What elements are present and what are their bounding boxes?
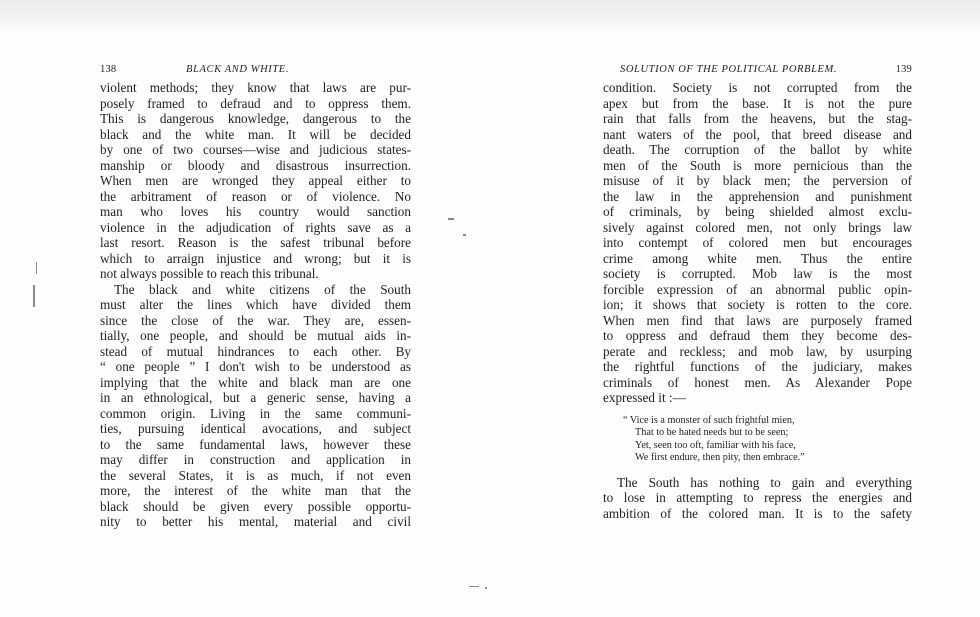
text-line: condition. Society is not corrupted from the — [603, 80, 912, 95]
scan-speck — [485, 587, 487, 589]
text-line: forcible expression of an abnormal public opin- — [603, 281, 912, 297]
text-line: black and the white man. It will be decided — [100, 126, 411, 142]
right-page-body — [603, 80, 912, 521]
text-line: The South has nothing to gain and everything — [617, 474, 912, 490]
quote-line: Yet, seen too oft, familiar with his face, — [635, 439, 796, 451]
text-line: criminals of honest men. As Alexander Pope — [603, 374, 912, 390]
text-line: last resort. Reason is the safest tribunal before — [100, 235, 411, 250]
text-line: rain that falls from the heavens, but the stag- — [603, 111, 912, 126]
quote-line: That to be hated needs but to be seen; — [635, 427, 789, 438]
text-line: perate and reckless; and mob law, by usurping — [603, 343, 912, 359]
text-line: the several States, it is as much, if not even — [100, 467, 411, 483]
text-line: sively against colored men, not only brings law — [603, 219, 912, 235]
text-line: common origin. Living in the same communi- — [100, 405, 411, 421]
text-line: man who loves his country would sanction — [100, 204, 411, 219]
text-line: tially, one people, and should be mutual aids in- — [100, 328, 411, 343]
text-line: This is dangerous knowledge, dangerous to the — [100, 111, 411, 126]
text-line: by one of two courses—wise and judicious states- — [100, 142, 411, 157]
scan-speck — [33, 285, 35, 307]
scan-top-band — [0, 0, 980, 30]
text-line: stead of mutual hindrances to each other. By — [100, 343, 411, 359]
text-line: misuse of it by black men; the perversion of — [603, 173, 912, 188]
text-line: men of the South is more pernicious than the — [603, 157, 912, 173]
text-line: more, the interest of the white man that the — [100, 483, 411, 498]
left-page-number: 138 — [100, 64, 117, 75]
text-line: nity to better his mental, material and civil — [100, 514, 411, 529]
text-line: in an ethnological, but a generic sense, having a — [100, 390, 411, 405]
text-line: The black and white citizens of the South — [114, 281, 411, 297]
text-line: of criminals, by being shielded almost exclu- — [603, 204, 912, 219]
text-line: which to arraign injustice and wrong; but it is — [100, 250, 411, 266]
text-line: may differ in construction and application in — [100, 452, 411, 467]
text-line: must alter the lines which have divided them — [100, 297, 411, 312]
text-line: apex but from the base. It is not the pure — [603, 95, 912, 111]
left-page-body — [100, 80, 411, 530]
text-line: since the close of the war. They are, essen- — [100, 312, 411, 328]
text-line: implying that the white and black man are one — [100, 374, 411, 390]
text-line: When men find that laws are purposely framed — [603, 312, 912, 328]
text-line: When men are wronged they appeal either to — [100, 173, 411, 188]
text-line: the law in the apprehension and punishment — [603, 188, 912, 204]
text-line: ambition of the colored man. It is to the safety — [603, 505, 912, 521]
text-line: to the same fundamental laws, however these — [100, 436, 411, 452]
text-line: society is corrupted. Mob law is the most — [603, 266, 912, 281]
left-page-header — [100, 62, 411, 80]
text-line: violence in the adjudication of rights save as a — [100, 219, 411, 235]
text-line: death. The corruption of the ballot by white — [603, 142, 912, 157]
text-line: into contempt of colored men but encourages — [603, 235, 912, 250]
text-line: the arbitrament of reason or of violence. No — [100, 188, 411, 204]
text-line: black should be given every possible opportu- — [100, 498, 411, 514]
text-line: manship or bloody and disastrous insurrection. — [100, 157, 411, 173]
quote-line: “ Vice is a monster of such frightful mien, — [623, 414, 795, 426]
text-line: to oppress and defraud them they become des- — [603, 328, 912, 343]
text-line: the rightful functions of the judiciary, makes — [603, 359, 912, 374]
text-line: ion; it shows that society is rotten to the core. — [603, 297, 912, 312]
right-page-header — [603, 62, 912, 80]
text-line: crime among white men. Thus the entire — [603, 250, 912, 266]
text-line: posely framed to defraud and to oppress them. — [100, 95, 411, 111]
text-line: expressed it :— — [603, 390, 686, 405]
scan-speck — [448, 218, 454, 220]
text-line: “ one people ” I don't wish to be understood as — [100, 359, 411, 374]
text-line: nant waters of the pool, that breed disease and — [603, 126, 912, 142]
pope-quotation — [623, 415, 912, 465]
left-running-head: BLACK AND WHITE. — [186, 64, 290, 75]
left-page — [100, 62, 411, 530]
right-page — [603, 62, 912, 521]
text-line: ties, pursuing identical avocations, and subject — [100, 421, 411, 436]
scan-speck — [469, 586, 479, 587]
text-line: not always possible to reach this tribunal. — [100, 266, 319, 281]
text-line: violent methods; they know that laws are pur- — [100, 80, 411, 95]
right-page-number: 139 — [895, 64, 912, 75]
text-line: to lose in attempting to repress the energies and — [603, 490, 912, 505]
scan-speck — [463, 234, 466, 236]
scan-speck — [36, 262, 37, 274]
quote-line: We first endure, then pity, then embrace.” — [635, 452, 805, 463]
right-running-head: SOLUTION OF THE POLITICAL PORBLEM. — [620, 64, 838, 75]
